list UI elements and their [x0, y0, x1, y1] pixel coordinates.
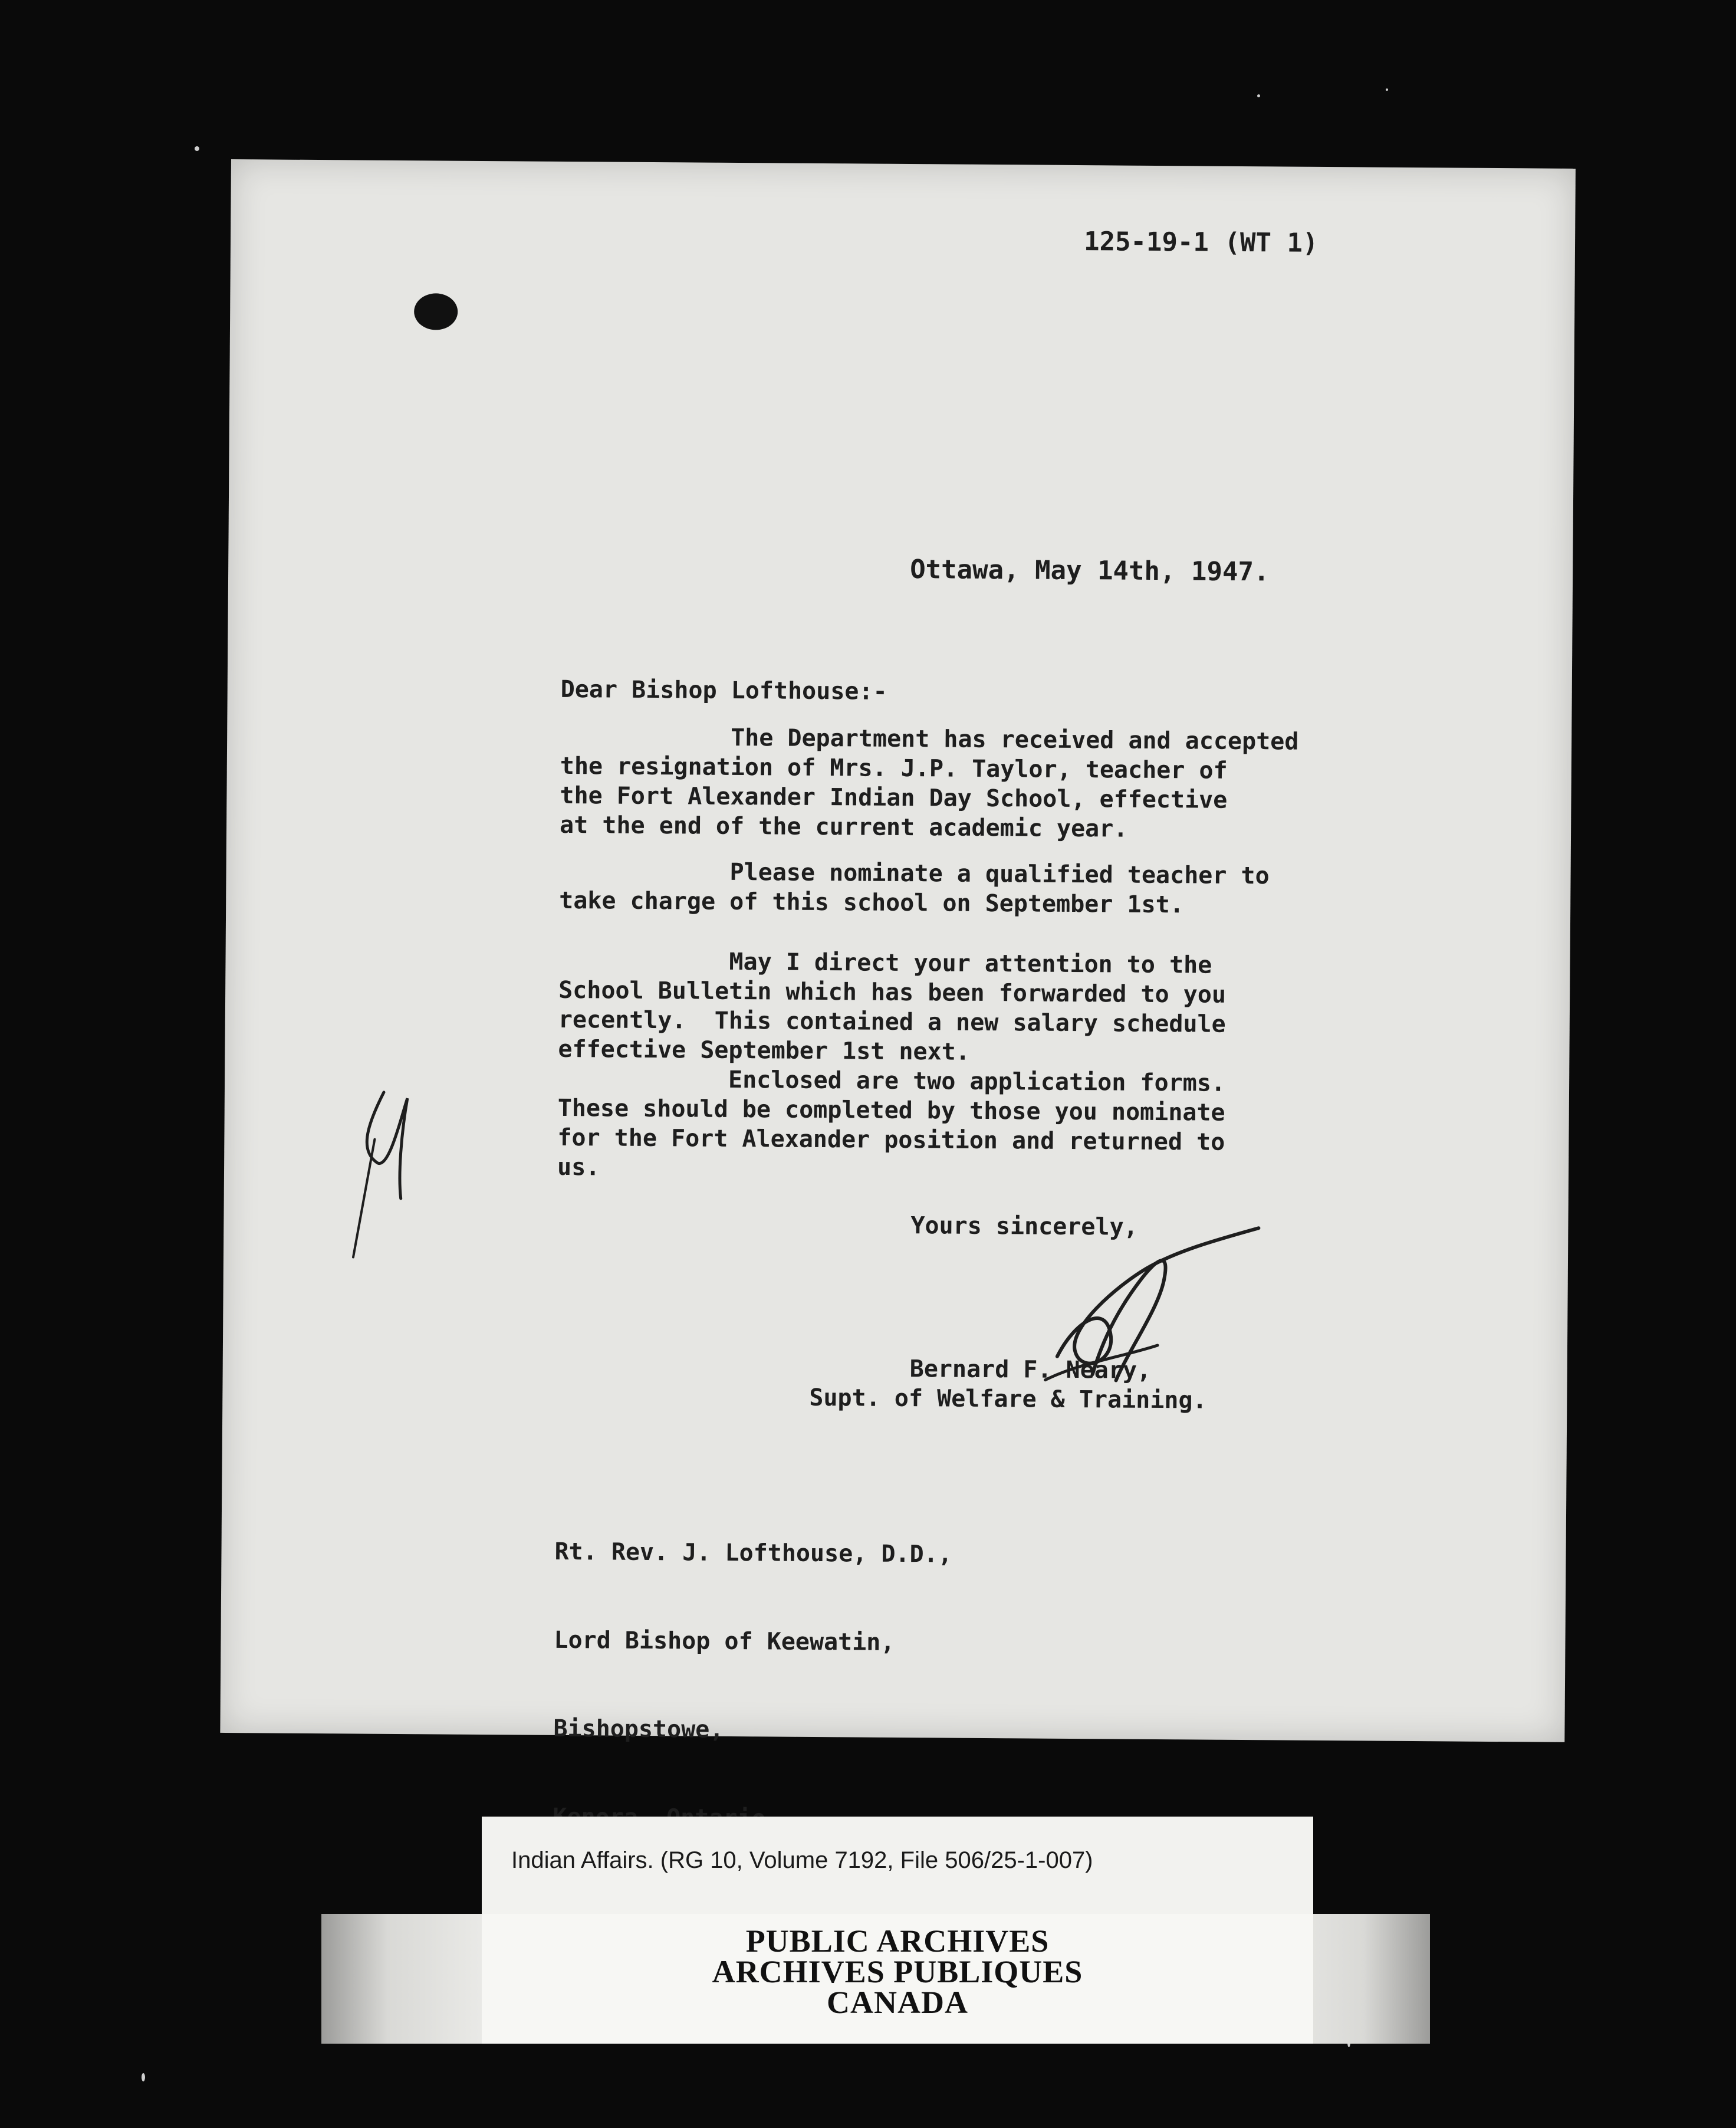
paragraph-nominate — [559, 856, 1562, 922]
closing: Yours sincerely, — [910, 1212, 1138, 1241]
address-line: Bishopstowe, — [553, 1715, 724, 1743]
dust-speck — [1386, 88, 1388, 91]
archive-stamp — [482, 1923, 1313, 2020]
paragraph-line: recently. This contained a new salary schedule — [558, 1006, 1226, 1038]
address-line: Rt. Rev. J. Lofthouse, D.D., — [554, 1538, 952, 1568]
paragraph-line: the resignation of Mrs. J.P. Taylor, teacher of — [560, 752, 1228, 784]
archive-stamp-strip — [321, 1914, 1430, 2044]
signer-name: Bernard F. Neary, — [909, 1355, 1152, 1384]
punch-hole — [414, 293, 458, 330]
paragraph-line: effective September 1st next. — [558, 1035, 971, 1066]
signer-title: Supt. of Welfare & Training. — [809, 1384, 1207, 1414]
paragraph-line: These should be completed by those you nominate — [557, 1094, 1225, 1127]
initials-mark — [341, 1080, 425, 1269]
letter-date: Ottawa, May 14th, 1947. — [909, 554, 1270, 587]
letter-page — [220, 159, 1576, 1742]
paragraph-line: Please nominate a qualified teacher to — [559, 857, 1270, 890]
archive-reference: Indian Affairs. (RG 10, Volume 7192, File 506/25-1-007) — [511, 1847, 1093, 1873]
paragraph-line: The Department has received and accepted — [560, 723, 1299, 756]
stamp-line: ARCHIVES PUBLIQUES — [712, 1954, 1083, 1989]
salutation: Dear Bishop Lofthouse:- — [560, 675, 887, 705]
paragraph-line: for the Fort Alexander position and returned to — [557, 1124, 1225, 1156]
paragraph-line: the Fort Alexander Indian Day School, effective — [560, 781, 1228, 814]
paragraph-line: us. — [557, 1153, 600, 1181]
paragraph-enclosure — [557, 1064, 1560, 1189]
paragraph-line: Enclosed are two application forms. — [557, 1065, 1226, 1097]
paragraph-bulletin — [558, 946, 1561, 1071]
dust-speck — [195, 146, 199, 151]
dust-speck — [142, 2073, 145, 2081]
archive-reference-label — [482, 1817, 1313, 1914]
file-reference: 125-19-1 (WT 1) — [1083, 226, 1319, 258]
paragraph-line: take charge of this school on September 1st. — [559, 886, 1184, 919]
stamp-line: PUBLIC ARCHIVES — [745, 1923, 1050, 1959]
archive-stamp-panel — [482, 1914, 1313, 2044]
dust-speck — [1257, 94, 1260, 97]
paragraph-resignation — [560, 722, 1563, 847]
paragraph-line: at the end of the current academic year. — [559, 811, 1128, 843]
stamp-line: CANADA — [827, 1985, 968, 2020]
address-line: Lord Bishop of Keewatin, — [554, 1626, 895, 1656]
paragraph-line: School Bulletin which has been forwarded to you — [558, 976, 1227, 1009]
paragraph-line: May I direct your attention to the — [558, 947, 1212, 979]
